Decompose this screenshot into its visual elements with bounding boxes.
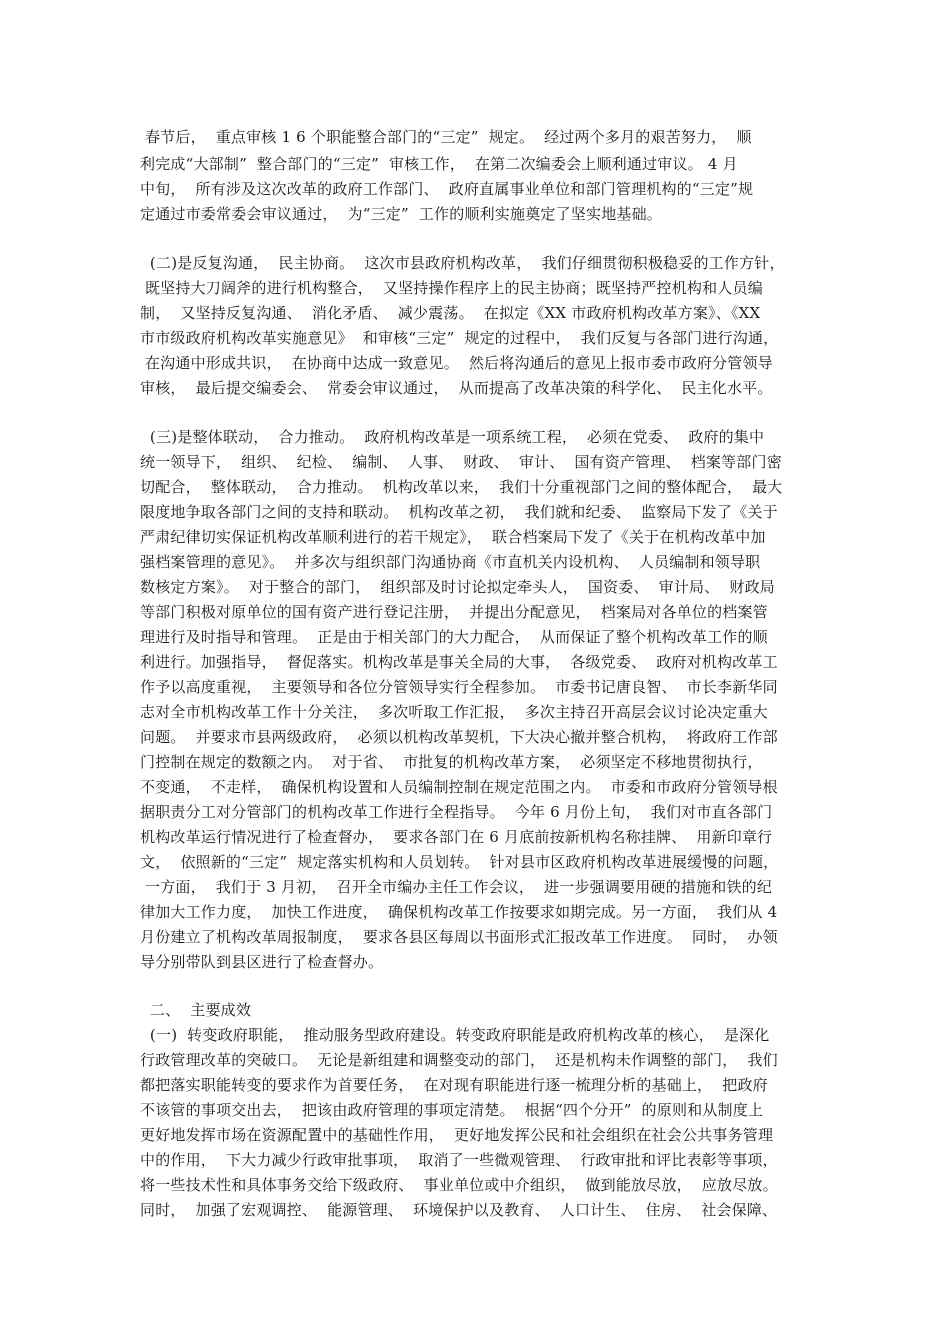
- text-line: 律加大工作力度， 加快工作进度， 确保机构改革工作按要求如期完成。另一方面， 我们从 4: [140, 903, 778, 921]
- section-heading: 二、 主要成效: [140, 1001, 252, 1019]
- text-line: 既坚持大刀阔斧的进行机构整合， 又坚持操作程序上的民主协商；既坚持严控机构和人员编: [140, 279, 763, 297]
- text-line: (二)是反复沟通， 民主协商。 这次市县政府机构改革， 我们仔细贯彻积极稳妥的工作方针，: [140, 254, 785, 272]
- text-line: 行政管理改革的突破口。 无论是新组建和调整变动的部门， 还是机构未作调整的部门， 我们: [140, 1051, 778, 1069]
- text-line: 利进行。加强指导， 督促落实。机构改革是事关全局的大事， 各级党委、 政府对机构改革工: [140, 653, 778, 671]
- text-line: 机构改革运行情况进行了检查督办， 要求各部门在 6 月底前按新机构名称挂牌、 用新印章行: [140, 828, 773, 846]
- text-line: 数核定方案》。 对于整合的部门， 组织部及时讨论拟定牵头人， 国资委、 审计局、 财政局: [140, 578, 775, 596]
- text-line: 不变通， 不走样， 确保机构设置和人员编制控制在规定范围之内。 市委和市政府分管领导根: [140, 778, 778, 796]
- text-line: 等部门积极对原单位的国有资产进行登记注册， 并提出分配意见， 档案局对各单位的档案管: [140, 603, 768, 621]
- text-line: 更好地发挥市场在资源配置中的基础性作用， 更好地发挥公民和社会组织在社会公共事务管理: [140, 1126, 774, 1144]
- text-line: 理进行及时指导和管理。 正是由于相关部门的大力配合， 从而保证了整个机构改革工作的顺: [140, 628, 768, 646]
- text-line: 问题。 并要求市县两级政府， 必须以机构改革契机，下大决心撤并整合机构， 将政府工作部: [140, 728, 778, 746]
- text-line: 文， 依照新的“三定” 规定落实机构和人员划转。 针对县市区政府机构改革进展缓慢的问题，: [140, 853, 779, 871]
- text-line: 志对全市机构改革工作十分关注， 多次听取工作汇报， 多次主持召开高层会议讨论决定重大: [140, 703, 768, 721]
- text-line: 强档案管理的意见》。 并多次与组织部门沟通协商《市直机关内设机构、 人员编制和领导职: [140, 553, 761, 571]
- text-line: 不该管的事项交出去， 把该由政府管理的事项定清楚。 根据“四个分开” 的原则和从制度上: [140, 1101, 764, 1119]
- text-line: 中旬， 所有涉及这次改革的政府工作部门、 政府直属事业单位和部门管理机构的“三定”规: [140, 180, 754, 198]
- text-line: 同时， 加强了宏观调控、 能源管理、 环境保护以及教育、 人口计生、 住房、 社会保障、: [140, 1201, 778, 1219]
- text-line: 作予以高度重视， 主要领导和各位分管领导实行全程参加。 市委书记唐良智、 市长李新华同: [140, 678, 778, 696]
- text-line: 春节后， 重点审核 1 6 个职能整合部门的“三定” 规定。 经过两个多月的艰苦努力， 顺: [140, 128, 752, 146]
- text-line: 限度地争取各部门之间的支持和联动。 机构改革之初， 我们就和纪委、 监察局下发了《关于: [140, 503, 778, 521]
- text-line: 市市级政府机构改革实施意见》 和审核“三定” 规定的过程中， 我们反复与各部门进行沟通，: [140, 329, 779, 347]
- text-line: 都把落实职能转变的要求作为首要任务， 在对现有职能进行逐一梳理分析的基础上， 把政府: [140, 1076, 768, 1094]
- text-line: 审核， 最后提交编委会、 常委会审议通过， 从而提高了改革决策的科学化、 民主化水平。: [140, 379, 773, 397]
- text-line: 门控制在规定的数额之内。 对于省、 市批复的机构改革方案， 必须坚定不移地贯彻执行，: [140, 753, 763, 771]
- text-line: 利完成“大部制” 整合部门的“三定” 审核工作， 在第二次编委会上顺利通过审议。 4 月: [140, 155, 738, 173]
- text-line: 将一些技术性和具体事务交给下级政府、 事业单位或中介组织， 做到能放尽放， 应放尽放。: [140, 1176, 778, 1194]
- text-line: 切配合， 整体联动， 合力推动。 机构改革以来， 我们十分重视部门之间的整体配合， 最大: [140, 478, 783, 496]
- text-line: (三)是整体联动， 合力推动。 政府机构改革是一项系统工程， 必须在党委、 政府的集中: [140, 428, 765, 446]
- text-line: (一) 转变政府职能， 推动服务型政府建设。转变政府职能是政府机构改革的核心， 是深化: [140, 1026, 770, 1044]
- text-line: 一方面， 我们于 3 月初， 召开全市编办主任工作会议， 进一步强调要用硬的措施和铁的纪: [140, 878, 773, 896]
- text-line: 导分别带队到县区进行了检查督办。: [140, 953, 384, 971]
- text-line: 严肃纪律切实保证机构改革顺利进行的若干规定》， 联合档案局下发了《关于在机构改革中加: [140, 528, 766, 546]
- text-line: 定通过市委常委会审议通过， 为“三定” 工作的顺利实施奠定了坚实地基础。: [140, 205, 663, 223]
- text-line: 统一领导下， 组织、 纪检、 编制、 人事、 财政、 审计、 国有资产管理、 档案等部门密: [140, 453, 782, 471]
- text-line: 据职责分工对分管部门的机构改革工作进行全程指导。 今年 6 月份上旬， 我们对市直各部门: [140, 803, 773, 821]
- text-line: 月份建立了机构改革周报制度， 要求各县区每周以书面形式汇报改革工作进度。 同时， 办领: [140, 928, 778, 946]
- text-line: 中的作用， 下大力减少行政审批事项， 取消了一些微观管理、 行政审批和评比表彰等事项，: [140, 1151, 778, 1169]
- text-line: 制， 又坚持反复沟通、 消化矛盾、 减少震荡。 在拟定《XX 市政府机构改革方案》、《XX: [140, 304, 761, 322]
- text-line: 在沟通中形成共识， 在协商中达成一致意见。 然后将沟通后的意见上报市委市政府分管领导: [140, 354, 773, 372]
